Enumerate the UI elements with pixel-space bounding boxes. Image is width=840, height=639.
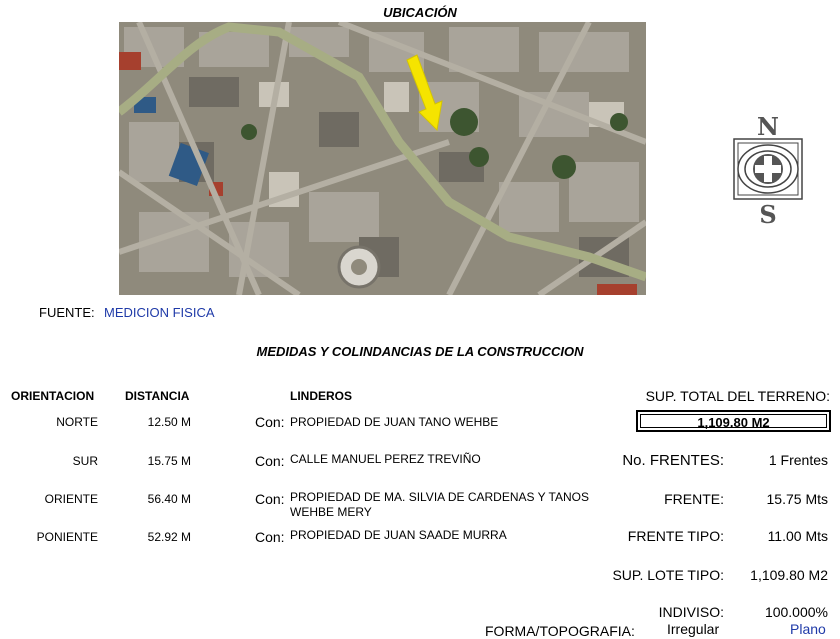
row-con-label: Con: <box>255 453 285 469</box>
compass-south-label: S <box>759 200 777 229</box>
frente-tipo-label: FRENTE TIPO: <box>627 528 724 544</box>
header-linderos: LINDEROS <box>290 389 353 403</box>
forma-value: Irregular <box>667 621 720 637</box>
header-distancia: DISTANCIA <box>125 389 190 403</box>
sup-lote-tipo-value: 1,109.80 M2 <box>750 567 828 583</box>
row-orientacion: PONIENTE <box>36 530 98 544</box>
fuente-label: FUENTE: <box>39 305 95 320</box>
indiviso-value: 100.000% <box>764 604 828 620</box>
indiviso-label: INDIVISO: <box>658 604 724 620</box>
row-distancia: 56.40 M <box>147 492 191 506</box>
row-distancia: 52.92 M <box>147 530 191 544</box>
row-lindero: CALLE MANUEL PEREZ TREVIÑO <box>290 452 481 466</box>
row-lindero: PROPIEDAD DE JUAN TANO WEHBE <box>290 415 499 429</box>
frente-tipo-value: 11.00 Mts <box>767 528 828 544</box>
sup-total-value: 1,109.80 M2 <box>640 414 827 428</box>
fuente-value: MEDICION FISICA <box>104 305 215 320</box>
ubicacion-title: UBICACIÓN <box>383 5 457 20</box>
sup-total-label: SUP. TOTAL DEL TERRENO: <box>645 388 830 404</box>
no-frentes-label: No. FRENTES: <box>622 452 724 469</box>
forma-label: FORMA/TOPOGRAFIA: <box>485 623 635 639</box>
compass-rose <box>733 112 803 232</box>
no-frentes-value: 1 Frentes <box>768 452 828 468</box>
satellite-map-image <box>119 22 646 295</box>
row-orientacion: SUR <box>72 454 98 468</box>
row-distancia: 15.75 M <box>147 454 191 468</box>
row-distancia: 12.50 M <box>147 415 191 429</box>
frente-value: 15.75 Mts <box>766 491 828 507</box>
row-lindero: PROPIEDAD DE MA. SILVIA DE CARDENAS Y TANOS WEHBE MERY <box>290 490 589 519</box>
sup-lote-tipo-label: SUP. LOTE TIPO: <box>612 567 724 583</box>
row-con-label: Con: <box>255 414 285 430</box>
compass-icon <box>733 138 803 200</box>
compass-north-label: N <box>757 112 779 141</box>
sup-total-box <box>636 410 831 432</box>
header-orientacion: ORIENTACION <box>11 389 95 403</box>
topografia-value: Plano <box>790 621 826 637</box>
row-con-label: Con: <box>255 491 285 507</box>
row-orientacion: NORTE <box>56 415 98 429</box>
row-con-label: Con: <box>255 529 285 545</box>
row-lindero: PROPIEDAD DE JUAN SAADE MURRA <box>290 528 507 542</box>
medidas-title: MEDIDAS Y COLINDANCIAS DE LA CONSTRUCCION <box>256 344 584 359</box>
frente-label: FRENTE: <box>664 491 724 507</box>
row-orientacion: ORIENTE <box>44 492 98 506</box>
